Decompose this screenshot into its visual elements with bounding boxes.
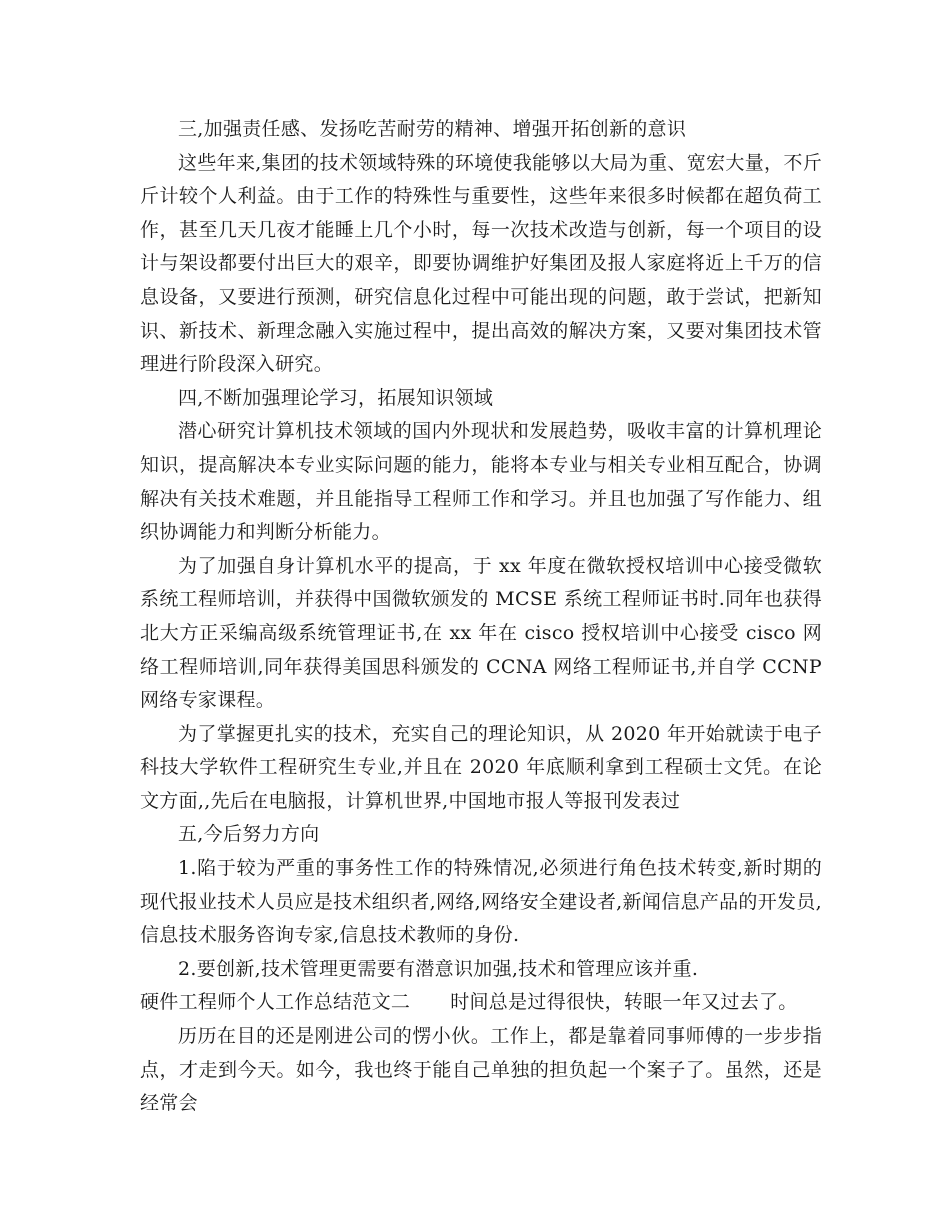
article-opening-sentence: 时间总是过得很快，转眼一年又过去了。 (450, 991, 798, 1014)
body-paragraph: 历历在目的还是刚进公司的愣小伙。工作上，都是靠着同事师傅的一步步指点，才走到今天。如今，我也终于能自己单独的担负起一个案子了。虽然，还是经常会 (140, 1025, 822, 1115)
body-paragraph: 这些年来,集团的技术领域特殊的环境使我能够以大局为重、宽宏大量，不斤斤计较个人利益。由于工作的特殊性与重要性，这些年来很多时候都在超负荷工作，甚至几天几夜才能睡上几个小时，每一次技术改造与创新，每一个项目的设计与架设都要付出巨大的艰辛，即要协调维护好集团及报人家庭将近上千万的信息设备，又要进行预测，研究信息化过程中可能出现的问题，敢于尝试，把新知识、新技术、新理念融入实施过程中，提出高效的解决方案，又要对集团技术管理进行阶段深入研究。 (140, 151, 822, 376)
article-title-line (140, 986, 822, 1020)
section-heading-4: 四,不断加强理论学习，拓展知识领域 (178, 386, 494, 409)
document-page (140, 113, 822, 1121)
article-title: 硬件工程师个人工作总结范文二 (140, 991, 411, 1014)
section-heading-5: 五,今后努力方向 (178, 823, 320, 846)
body-paragraph: 为了加强自身计算机水平的提高，于 xx 年度在微软授权培训中心接受微软系统工程师培训，并获得中国微软颁发的 MCSE 系统工程师证书时.同年也获得北大方正采编高级系统管理证书,在 xx 年在 cisco 授权培训中心接受 cisco 网络工程师培训,同年获得美国思科颁发的 CCNA 网络工程师证书,并自学 CCNP 网络专家课程。 (140, 554, 822, 712)
body-paragraph: 为了掌握更扎实的技术，充实自己的理论知识，从 2020 年开始就读于电子科技大学软件工程研究生专业,并且在 2020 年底顺利拿到工程硕士文凭。在论文方面,,先后在电脑报，计算机世界,中国地市报人等报刊发表过 (140, 722, 822, 812)
body-paragraph: 潜心研究计算机技术领域的国内外现状和发展趋势，吸收丰富的计算机理论知识，提高解决本专业实际问题的能力，能将本专业与相关专业相互配合，协调解决有关技术难题，并且能指导工程师工作和学习。并且也加强了写作能力、组织协调能力和判断分析能力。 (140, 420, 822, 544)
list-item: 2.要创新,技术管理更需要有潜意识加强,技术和管理应该并重. (178, 957, 699, 980)
section-heading-3: 三,加强责任感、发扬吃苦耐劳的精神、增强开拓创新的意识 (178, 118, 687, 140)
list-item: 1.陷于较为严重的事务性工作的特殊情况,必须进行角色技术转变,新时期的现代报业技术人员应是技术组织者,网络,网络安全建设者,新闻信息产品的开发员,信息技术服务咨询专家,信息技术教师的身份. (140, 857, 822, 947)
